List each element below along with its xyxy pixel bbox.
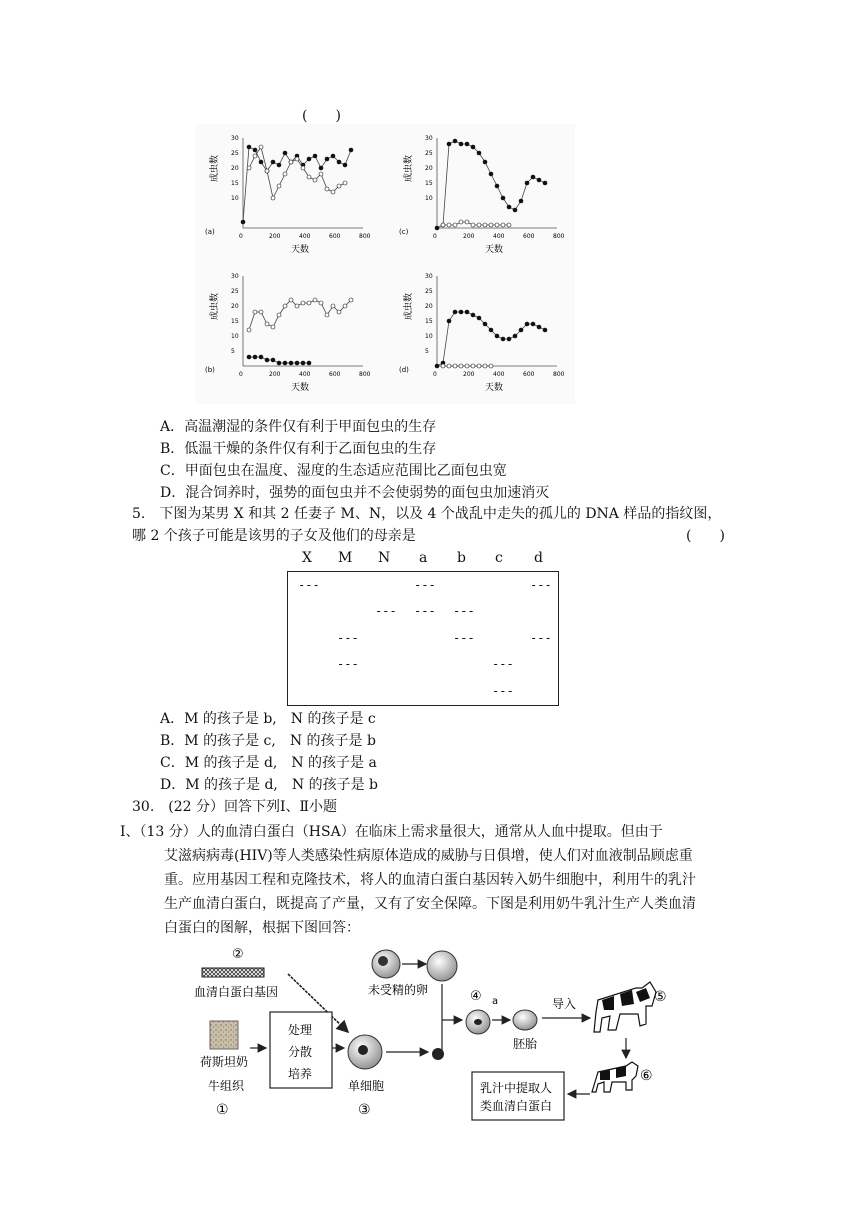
plot-point [301, 166, 305, 170]
plot-ytick: 5 [425, 348, 429, 355]
lane-label-c: c [495, 550, 503, 566]
plot-point [519, 199, 523, 203]
plot-xtick: 200 [269, 233, 281, 240]
q5-option-c: C．M 的孩子是 d, N 的孩子是 a [160, 755, 377, 771]
plot-point [283, 172, 287, 176]
band-a-1: --- [414, 578, 436, 592]
plot-point [453, 364, 457, 368]
band-c-1: --- [492, 657, 514, 671]
plot-xtick: 0 [239, 233, 243, 240]
plot-ytick: 20 [425, 303, 433, 310]
plot-point [489, 364, 493, 368]
plot-point [483, 322, 487, 326]
plot-point [343, 181, 347, 185]
plot-xtick: 400 [493, 371, 505, 378]
plot-point [447, 319, 451, 323]
plot-point [283, 151, 287, 155]
plot-point [537, 325, 541, 329]
plot-point [465, 220, 469, 224]
plot-ytick: 30 [231, 135, 239, 142]
plot-xtick: 800 [359, 371, 371, 378]
label-process-1: 处理 [288, 1023, 313, 1037]
plot-point [307, 301, 311, 305]
plot-xlabel: 天数 [291, 245, 310, 255]
plot-ytick: 20 [425, 165, 433, 172]
plot-panel-id: (c) [399, 228, 409, 236]
plot-point [525, 181, 529, 185]
enucleated-egg-icon [427, 951, 457, 981]
plot-xtick: 400 [299, 371, 311, 378]
band-m-1: --- [337, 631, 359, 645]
donor-nucleus-icon [432, 1048, 444, 1060]
plot-point [289, 160, 293, 164]
plot-xtick: 600 [523, 371, 535, 378]
plot-point [259, 145, 263, 149]
plot-point [289, 361, 293, 365]
single-cell-nucleus-icon [358, 1045, 368, 1055]
plot-point [259, 160, 263, 164]
plot-point [265, 169, 269, 173]
plot-point [543, 328, 547, 332]
plot-point [525, 322, 529, 326]
plot-xtick: 0 [433, 233, 437, 240]
plot-point [259, 355, 263, 359]
plot-point [477, 316, 481, 320]
egg-nucleus-icon [378, 956, 388, 966]
plot-point [435, 226, 439, 230]
plot-point [531, 175, 535, 179]
plot-ytick: 10 [231, 333, 239, 340]
plot-point [477, 151, 481, 155]
plot-xtick: 800 [553, 371, 565, 378]
plot-point [307, 157, 311, 161]
plot-point [313, 154, 317, 158]
tissue-icon [210, 1021, 238, 1049]
label-a: a [492, 996, 499, 1007]
plot-point [337, 310, 341, 314]
plot-point [277, 184, 281, 188]
plot-point [289, 298, 293, 302]
plot-point [501, 196, 505, 200]
plot-point [247, 145, 251, 149]
band-c-2: --- [492, 684, 514, 698]
plot-point [313, 178, 317, 182]
q30-line-2: 艾滋病病毒(HIV)等人类感染性病原体造成的威胁与日俱增，使人们对血液制品顾虑重 [164, 848, 693, 864]
plot-point [513, 334, 517, 338]
plot-ytick: 30 [425, 135, 433, 142]
q30-line-3: 重。应用基因工程和克隆技术，将人的血清白蛋白基因转入奶牛细胞中，利用牛的乳汁 [164, 872, 696, 888]
q30-heading: 30. (22 分）回答下列Ⅰ、Ⅱ小题 [132, 799, 338, 815]
cow-5-icon [594, 982, 656, 1032]
plot-xtick: 600 [523, 233, 535, 240]
plot-ytick: 15 [231, 318, 239, 325]
q5-option-b: B．M 的孩子是 c, N 的孩子是 b [160, 733, 376, 749]
plot-ytick: 25 [425, 288, 433, 295]
plot-point [319, 172, 323, 176]
plot-ytick: 5 [231, 348, 235, 355]
plot-point [453, 310, 457, 314]
plot-ytick: 20 [231, 303, 239, 310]
q30-line-4: 生产血清白蛋白，既提高了产量，又有了安全保障。下图是利用奶牛乳汁生产人类血清 [164, 896, 696, 912]
q4-option-b: B．低温干燥的条件仅有利于乙面包虫的生存 [160, 441, 437, 457]
plot-point [447, 142, 451, 146]
plot-point [477, 364, 481, 368]
label-2: ② [232, 947, 244, 962]
plot-xtick: 600 [329, 233, 341, 240]
reconstructed-nucleus-icon [474, 1019, 482, 1025]
plot-point [471, 223, 475, 227]
plot-point [459, 142, 463, 146]
plot-point [465, 142, 469, 146]
plot-point [331, 190, 335, 194]
plot-point [253, 355, 257, 359]
plot-ylabel: 成虫数 [210, 154, 220, 182]
plot-ylabel: 成虫数 [404, 292, 414, 320]
plot-point [319, 166, 323, 170]
label-single-cell: 单细胞 [348, 1079, 385, 1093]
plot-point [447, 364, 451, 368]
plot-point [477, 223, 481, 227]
label-extract-2: 类血清白蛋白 [480, 1099, 553, 1113]
plot-point [459, 310, 463, 314]
label-6: ⑥ [640, 1068, 653, 1084]
plot-point [253, 154, 257, 158]
plot-point [283, 361, 287, 365]
plot-point [531, 322, 535, 326]
plot-point [507, 205, 511, 209]
plot-ytick: 15 [425, 180, 433, 187]
plot-xtick: 400 [493, 233, 505, 240]
plot-xtick: 400 [299, 233, 311, 240]
plot-point [271, 325, 275, 329]
q5-option-d: D．M 的孩子是 d, N 的孩子是 b [160, 777, 378, 793]
plot-point [435, 364, 439, 368]
plot-point [343, 163, 347, 167]
plot-ytick: 30 [425, 273, 433, 280]
plot-point [295, 361, 299, 365]
plot-point [277, 163, 281, 167]
plot-point [441, 223, 445, 227]
plot-point [265, 358, 269, 362]
plot-point [259, 310, 263, 314]
plot-point [331, 154, 335, 158]
lane-label-a: a [419, 550, 428, 566]
band-m-2: --- [337, 657, 359, 671]
plot-point [271, 196, 275, 200]
label-egg: 未受精的卵 [368, 983, 429, 997]
plot-point [253, 148, 257, 152]
q5-option-a: A．M 的孩子是 b, N 的孩子是 c [160, 711, 376, 727]
plot-point [301, 301, 305, 305]
label-1: ① [216, 1102, 229, 1118]
plot-ytick: 25 [231, 288, 239, 295]
plot-point [471, 364, 475, 368]
plot-point [465, 310, 469, 314]
plot-point [253, 310, 257, 314]
hsa-production-diagram [180, 944, 670, 1134]
plot-panel-id: (b) [205, 366, 215, 374]
plot-point [277, 361, 281, 365]
plot-point [537, 178, 541, 182]
plot-ytick: 20 [231, 165, 239, 172]
plot-xtick: 600 [329, 371, 341, 378]
plot-point [459, 364, 463, 368]
plot-point [453, 223, 457, 227]
plot-point [343, 304, 347, 308]
label-4: ④ [470, 989, 482, 1004]
plot-point [453, 139, 457, 143]
lane-label-x: X [302, 550, 312, 566]
plot-ytick: 15 [231, 180, 239, 187]
plot-ytick: 10 [425, 195, 433, 202]
label-extract-1: 乳汁中提取人 [480, 1081, 553, 1095]
plot-point [507, 337, 511, 341]
plot-point [325, 313, 329, 317]
q30-line-1: Ⅰ、（13 分）人的血清白蛋白（HSA）在临床上需求量很大，通常从人血中提取。但由于 [120, 824, 663, 840]
gene-bar [202, 968, 264, 977]
plot-xlabel: 天数 [291, 383, 310, 393]
plot-ytick: 10 [231, 195, 239, 202]
q4-option-c: C．甲面包虫在温度、湿度的生态适应范围比乙面包虫宽 [160, 463, 507, 479]
plot-xtick: 200 [269, 371, 281, 378]
cow-6-icon [592, 1062, 638, 1092]
label-process-3: 培养 [288, 1067, 313, 1081]
plot-point [271, 160, 275, 164]
plot-panel-id: (a) [205, 228, 215, 236]
q4-plots [195, 124, 575, 404]
plot-point [247, 355, 251, 359]
plot-point [543, 181, 547, 185]
plot-point [349, 298, 353, 302]
plot-point [301, 361, 305, 365]
q5-options [160, 708, 378, 796]
q4-option-a: A．高温潮湿的条件仅有利于甲面包虫的生存 [160, 419, 437, 435]
plot-point [489, 223, 493, 227]
plot-point [465, 364, 469, 368]
plot-point [519, 328, 523, 332]
plot-point [483, 160, 487, 164]
label-tissue-1: 荷斯坦奶 [200, 1055, 249, 1069]
plot-xtick: 0 [433, 371, 437, 378]
plot-point [313, 298, 317, 302]
plot-point [447, 223, 451, 227]
plot-point [459, 220, 463, 224]
plot-point [241, 220, 245, 224]
plot-point [247, 166, 251, 170]
q5-answer-bracket: ( ) [686, 528, 725, 544]
label-import: 导入 [552, 997, 577, 1011]
q30-paragraph [120, 820, 740, 940]
plot-point [271, 358, 275, 362]
q5-stem-line2: 哪 2 个孩子可能是该男的子女及他们的母亲是 [132, 528, 416, 544]
plot-ytick: 15 [425, 318, 433, 325]
plot-point [471, 145, 475, 149]
plot-point [325, 157, 329, 161]
plot-point [489, 172, 493, 176]
label-embryo: 胚胎 [513, 1037, 538, 1051]
plot-xtick: 200 [463, 371, 475, 378]
plot-point [495, 334, 499, 338]
plot-ytick: 10 [425, 333, 433, 340]
plot-xlabel: 天数 [485, 383, 504, 393]
q5-stem-line1: 5. 下图为某男 X 和其 2 任妻子 M、N，以及 4 个战乱中走失的孤儿的 DNA 样品的指纹图， [132, 506, 722, 522]
plot-point [319, 301, 323, 305]
label-5: ⑤ [654, 989, 667, 1005]
plot-point [283, 304, 287, 308]
plot-point [307, 361, 311, 365]
plot-point [307, 175, 311, 179]
lane-label-d: d [534, 550, 543, 566]
lane-label-b: b [457, 550, 466, 566]
band-n-1: --- [375, 604, 397, 618]
plot-point [441, 364, 445, 368]
plot-point [495, 223, 499, 227]
plot-ytick: 30 [231, 273, 239, 280]
plot-xtick: 800 [359, 233, 371, 240]
plot-point [331, 304, 335, 308]
plot-xlabel: 天数 [485, 245, 504, 255]
plot-ytick: 25 [425, 150, 433, 157]
label-3: ③ [358, 1102, 371, 1118]
plot-point [483, 364, 487, 368]
q4-options [160, 416, 549, 504]
plot-point [337, 160, 341, 164]
label-tissue-2: 牛组织 [208, 1079, 245, 1093]
plot-point [489, 328, 493, 332]
plot-ytick: 25 [231, 150, 239, 157]
plot-point [483, 223, 487, 227]
plot-point [501, 223, 505, 227]
label-process-2: 分散 [288, 1045, 313, 1059]
band-a-2: --- [414, 604, 436, 618]
plot-point [295, 304, 299, 308]
q4-answer-bracket: ( ) [302, 108, 341, 124]
band-d-1: --- [530, 578, 552, 592]
embryo-icon [513, 1010, 537, 1030]
plot-point [265, 322, 269, 326]
plot-point [495, 184, 499, 188]
plot-point [277, 313, 281, 317]
band-b-2: --- [453, 631, 475, 645]
label-gene: 血清白蛋白基因 [194, 985, 279, 999]
plot-xtick: 0 [239, 371, 243, 378]
plot-point [507, 223, 511, 227]
band-x-1: --- [298, 578, 320, 592]
plot-point [513, 208, 517, 212]
band-d-2: --- [530, 631, 552, 645]
plot-point [349, 148, 353, 152]
plot-point [501, 337, 505, 341]
plot-point [337, 184, 341, 188]
lane-label-n: N [378, 550, 391, 566]
plot-point [471, 313, 475, 317]
plot-point [247, 328, 251, 332]
q30-line-5: 白蛋白的图解，根据下图回答： [164, 920, 360, 936]
plot-xtick: 800 [553, 233, 565, 240]
band-b-1: --- [453, 604, 475, 618]
plot-point [295, 157, 299, 161]
plot-ylabel: 成虫数 [210, 292, 220, 320]
plot-xtick: 200 [463, 233, 475, 240]
lane-label-m: M [338, 550, 353, 566]
q4-option-d: D．混合饲养时，强势的面包虫并不会使弱势的面包虫加速消灭 [160, 485, 550, 501]
plot-ylabel: 成虫数 [404, 154, 414, 182]
plot-point [325, 187, 329, 191]
plot-panel-id: (d) [399, 366, 409, 374]
